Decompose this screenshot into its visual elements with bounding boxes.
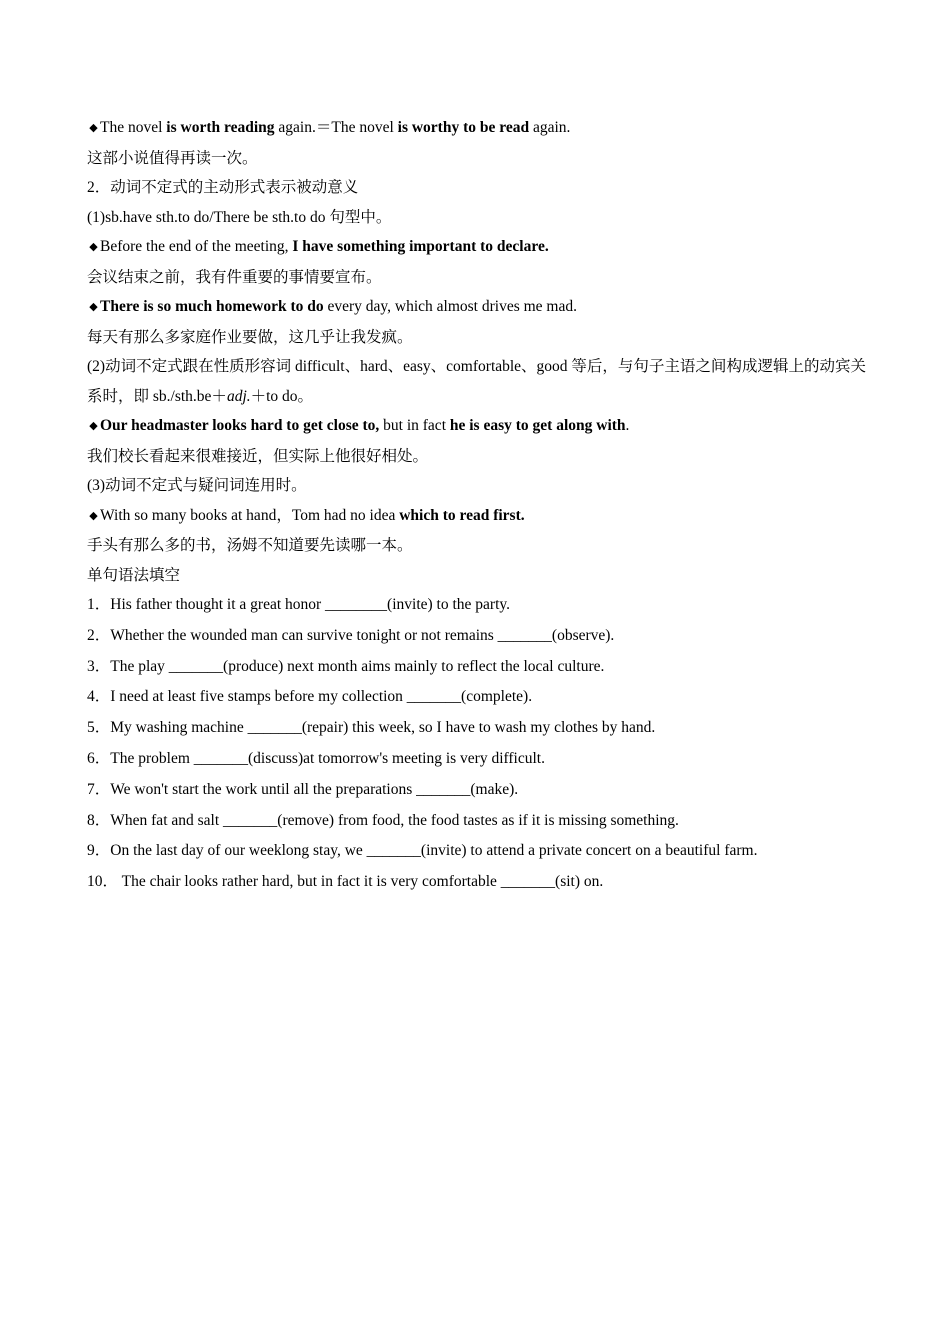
example-translation-2: 会议结束之前，我有件重要的事情要宣布。 (87, 268, 382, 286)
exercise-list (87, 590, 877, 898)
exercise-question: 2．Whether the wounded man can survive tonight or not remains _______(observe). (87, 626, 615, 644)
section-heading-2: 2．动词不定式的主动形式表示被动意义 (87, 179, 359, 196)
diamond-bullet-icon: ◆ (89, 420, 98, 432)
example-sentence-4: ◆ Our headmaster looks hard to get close to, but in fact he is easy to get along with. (87, 411, 877, 442)
example-sentence-1: ◆ The novel is worth reading again.＝The novel is worthy to be read again. (87, 113, 877, 144)
exercise-question: 3．The play _______(produce) next month aims mainly to reflect the local culture. (87, 657, 605, 675)
exercise-question: 5．My washing machine _______(repair) this week, so I have to wash my clothes by hand. (87, 719, 656, 737)
example-sentence-5: ◆ With so many books at hand，Tom had no idea which to read first. (87, 501, 877, 532)
subpoint-1: (1)sb.have sth.to do/There be sth.to do 句型中。 (87, 208, 392, 226)
diamond-bullet-icon: ◆ (89, 122, 98, 134)
example-sentence-3: ◆ There is so much homework to do every day, which almost drives me mad. (87, 292, 877, 323)
exercise-title: 单句语法填空 (87, 566, 181, 584)
exercise-question: 10． The chair looks rather hard, but in fact it is very comfortable _______(sit) on. (87, 873, 604, 891)
example-sentence-2: ◆ Before the end of the meeting, I have something important to declare. (87, 232, 877, 263)
exercise-question: 4．I need at least five stamps before my collection _______(complete). (87, 688, 533, 706)
diamond-bullet-icon: ◆ (89, 509, 98, 522)
exercise-question: 6．The problem _______(discuss)at tomorrow's meeting is very difficult. (87, 749, 545, 767)
exercise-question: 1．His father thought it a great honor ________(invite) to the party. (87, 596, 511, 613)
example-translation-1: 这部小说值得再读一次。 (87, 149, 258, 167)
subpoint-2: (2)动词不定式跟在性质形容词 difficult、hard、easy、comfortable、good 等后，与句子主语之间构成逻辑上的动宾关系时，即 sb./sth.be＋adj.＋to do。 (87, 358, 866, 405)
example-translation-3: 每天有那么多家庭作业要做，这几乎让我发疯。 (87, 328, 413, 346)
example-translation-4: 我们校长看起来很难接近，但实际上他很好相处。 (87, 447, 429, 465)
subpoint-3: (3)动词不定式与疑问词连用时。 (87, 477, 307, 494)
diamond-bullet-icon: ◆ (89, 241, 98, 253)
diamond-bullet-icon: ◆ (89, 301, 98, 313)
example-translation-5: 手头有那么多的书，汤姆不知道要先读哪一本。 (87, 537, 413, 554)
exercise-question: 7．We won't start the work until all the preparations _______(make). (87, 780, 519, 798)
document-content (87, 113, 877, 898)
exercise-question: 9．On the last day of our weeklong stay, we _______(invite) to attend a private concert on a beautiful farm. (87, 842, 758, 860)
exercise-question: 8．When fat and salt _______(remove) from food, the food tastes as if it is missing something. (87, 811, 679, 829)
